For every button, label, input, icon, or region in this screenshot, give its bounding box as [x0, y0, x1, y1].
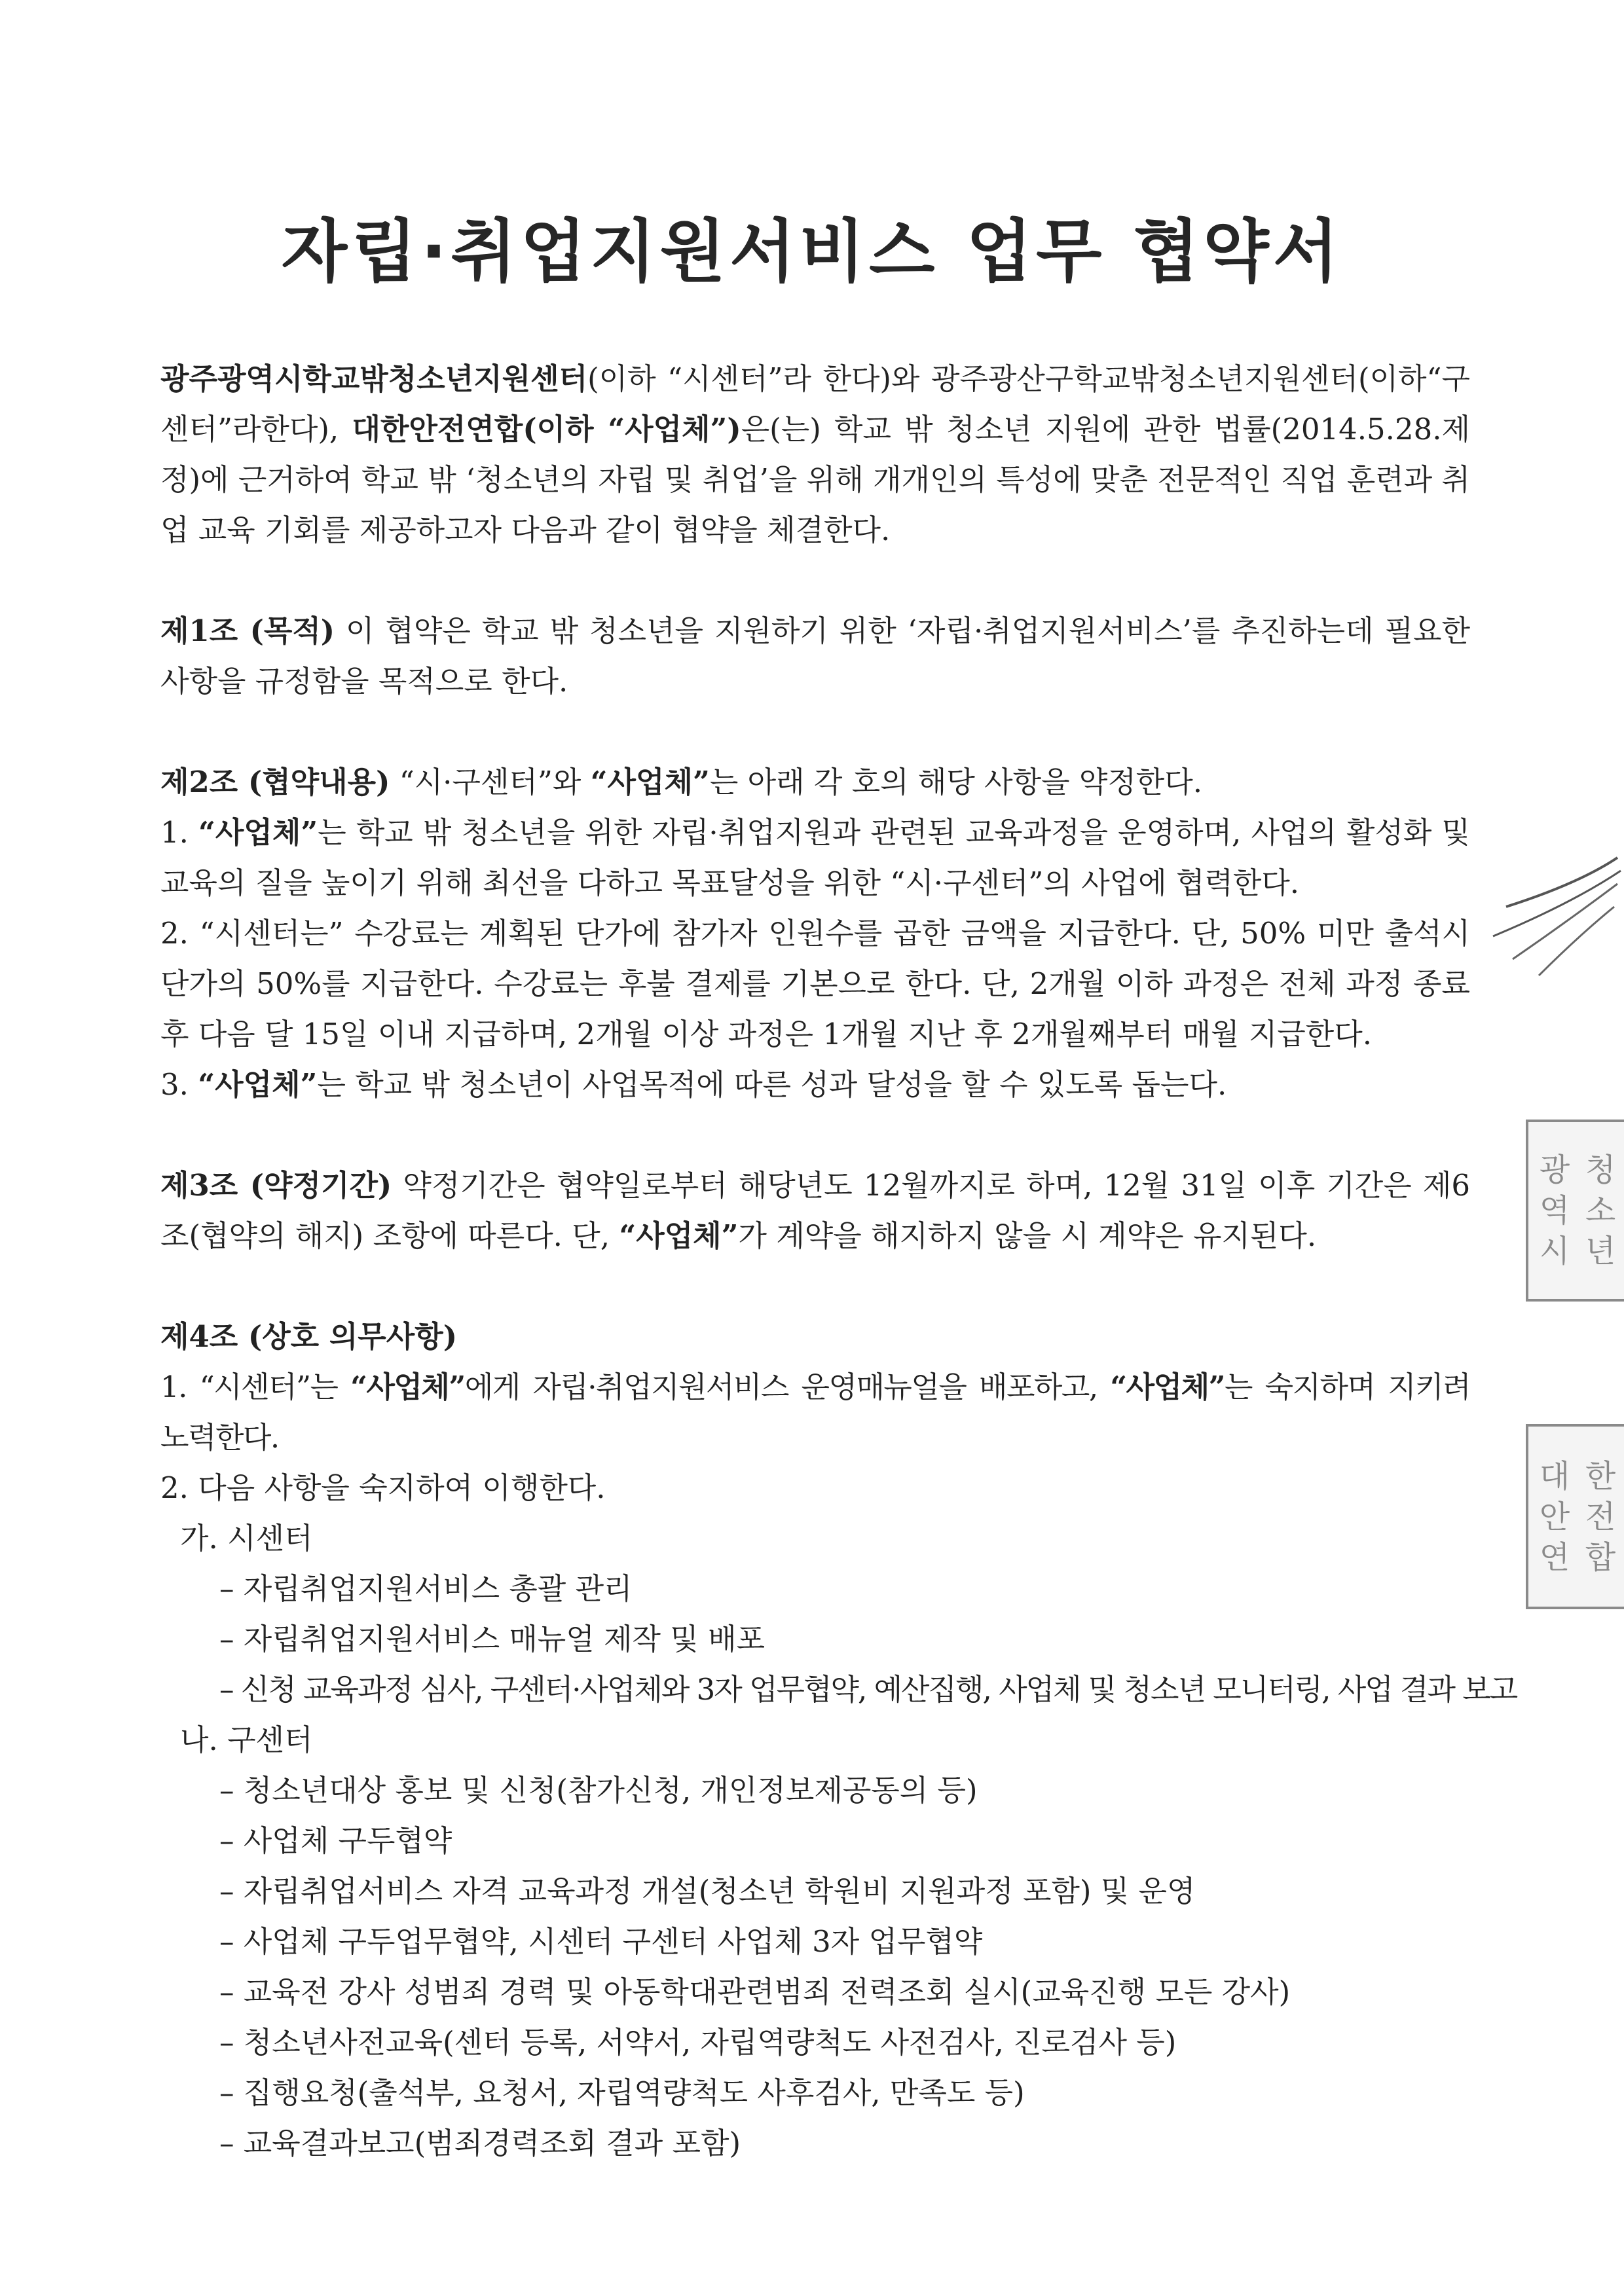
item-company: “사업체” — [198, 815, 318, 850]
signature-marks — [1480, 845, 1624, 995]
article-3-heading: 제3조 (약정기간) — [160, 1168, 392, 1203]
item-company: “사업체” — [198, 1067, 318, 1102]
item-number: 1. — [160, 815, 199, 850]
intro-paragraph — [160, 354, 1470, 555]
article-2-text-2: 는 아래 각 호의 해당 사항을 약정한다. — [709, 765, 1203, 799]
list-item: – 청소년대상 홍보 및 신청(참가신청, 개인정보제공동의 등) — [219, 1773, 978, 1808]
subsection-district-center: 나. 구센터 — [180, 1722, 313, 1757]
article-4-item-2: 2. 다음 사항을 숙지하여 이행한다. — [160, 1470, 606, 1505]
party-company: 대한안전연합(이하 “사업체”) — [352, 412, 741, 446]
item-company-2: “사업체” — [1110, 1370, 1225, 1404]
list-item: – 자립취업지원서비스 매뉴얼 제작 및 배포 — [219, 1622, 766, 1656]
article-4-heading: 제4조 (상호 의무사항) — [160, 1319, 457, 1354]
item-text: 는 학교 밖 청소년이 사업목적에 따른 성과 달성을 할 수 있도록 돕는다. — [317, 1067, 1227, 1102]
item-text-c: 에게 자립·취업지원서비스 운영매뉴얼을 배포하고, — [464, 1370, 1111, 1404]
list-item: – 교육전 강사 성범죄 경력 및 아동학대관련범죄 전력조회 실시(교육진행 모든 강사) — [219, 1975, 1291, 2009]
seal-stamp-city-center: 광 청 역 소 시 년 — [1526, 1120, 1624, 1302]
article-3-text-1: 약정기간은 협약일로부터 해당년도 12월까지로 하며, 12월 31일 이후 기간은 제6조(협약의 해지) 조항에 따른다. 단, — [160, 1168, 1470, 1253]
seal-stamp-company: 대 한 안 전 연 합 — [1526, 1424, 1624, 1609]
list-item: – 교육결과보고(범죄경력조회 결과 포함) — [219, 2126, 741, 2160]
article-2-heading: 제2조 (협약내용) — [160, 765, 390, 799]
article-2-text-1: “시·구센터”와 — [390, 765, 591, 799]
document-title: 자립·취업지원서비스 업무 협약서 — [281, 211, 1343, 291]
article-3-company: “사업체” — [619, 1218, 739, 1253]
article-2-company: “사업체” — [590, 765, 710, 799]
party-city-center: 광주광역시학교밖청소년지원센터 — [160, 361, 588, 396]
item-company-1: “사업체” — [350, 1370, 465, 1404]
intro-text-2: 은(는) 학교 밖 청소년 지원에 관한 법률(2014.5.28.제정)에 근거하여 학교 밖 ‘청소년의 자립 및 취업’을 위해 개개인의 특성에 맞춘 전문적인 직업 훈련과 취업 교육 기회를 제공하고자 다음과 같이 협약을 체결한다. — [160, 412, 1470, 547]
list-item: – 사업체 구두업무협약, 시센터 구센터 사업체 3자 업무협약 — [219, 1924, 983, 1959]
article-4 — [160, 1311, 1517, 2168]
list-item: – 집행요청(출석부, 요청서, 자립역량척도 사후검사, 만족도 등) — [219, 2075, 1025, 2110]
article-2-lead — [160, 757, 1470, 807]
article-3 — [160, 1160, 1470, 1261]
document-body — [160, 354, 1517, 2168]
article-2-item-2: 2. “시센터는” 수강료는 계획된 단가에 참가자 인원수를 곱한 금액을 지급한다. 단, 50% 미만 출석시 단가의 50%를 지급한다. 수강료는 후불 결제를 기본으로 한다. 단, 2개월 이하 과정은 전체 과정 종료 후 다음 달 15일 이내 지급하며, 2개월 이상 과정은 1개월 지난 후 2개월째부터 매월 지급한다. — [160, 916, 1470, 1051]
item-number: 3. — [160, 1067, 198, 1102]
list-item: – 사업체 구두협약 — [219, 1823, 452, 1858]
article-1 — [160, 606, 1470, 706]
item-text: 는 학교 밖 청소년을 위한 자립·취업지원과 관련된 교육과정을 운영하며, 사업의 활성화 및 교육의 질을 높이기 위해 최선을 다하고 목표달성을 위한 “시·구센터”의 사업에 협력한다. — [160, 815, 1470, 900]
intro-text-1: (이하 “시센터”라 한다)와 광주광산구학교밖청소년지원센터(이하“구센터”라한다), — [160, 361, 1470, 446]
article-4-item-1 — [160, 1362, 1470, 1463]
item-text-a: 1. “시센터”는 — [160, 1370, 351, 1404]
article-1-heading: 제1조 (목적) — [160, 613, 335, 648]
item-text-d: 는 숙지하며 지키려 노력한다. — [160, 1370, 1471, 1455]
subsection-city-center: 가. 시센터 — [180, 1521, 313, 1556]
article-2 — [160, 757, 1470, 1110]
article-3-text-2: 가 계약을 해지하지 않을 시 계약은 유지된다. — [738, 1218, 1317, 1253]
list-item: – 자립취업지원서비스 총괄 관리 — [219, 1571, 633, 1606]
list-item: – 자립취업서비스 자격 교육과정 개설(청소년 학원비 지원과정 포함) 및 운영 — [219, 1874, 1196, 1908]
article-2-item-3 — [160, 1059, 1470, 1110]
list-item: – 청소년사전교육(센터 등록, 서약서, 자립역량척도 사전검사, 진로검사 등) — [219, 2025, 1177, 2060]
article-2-item-1 — [160, 807, 1470, 908]
article-1-text: 이 협약은 학교 밖 청소년을 지원하기 위한 ‘자립·취업지원서비스’를 추진하는데 필요한 사항을 규정함을 목적으로 한다. — [160, 613, 1470, 699]
list-item: – 신청 교육과정 심사, 구센터·사업체와 3자 업무협약, 예산집행, 사업체 및 청소년 모니터링, 사업 결과 보고 — [219, 1672, 1517, 1707]
